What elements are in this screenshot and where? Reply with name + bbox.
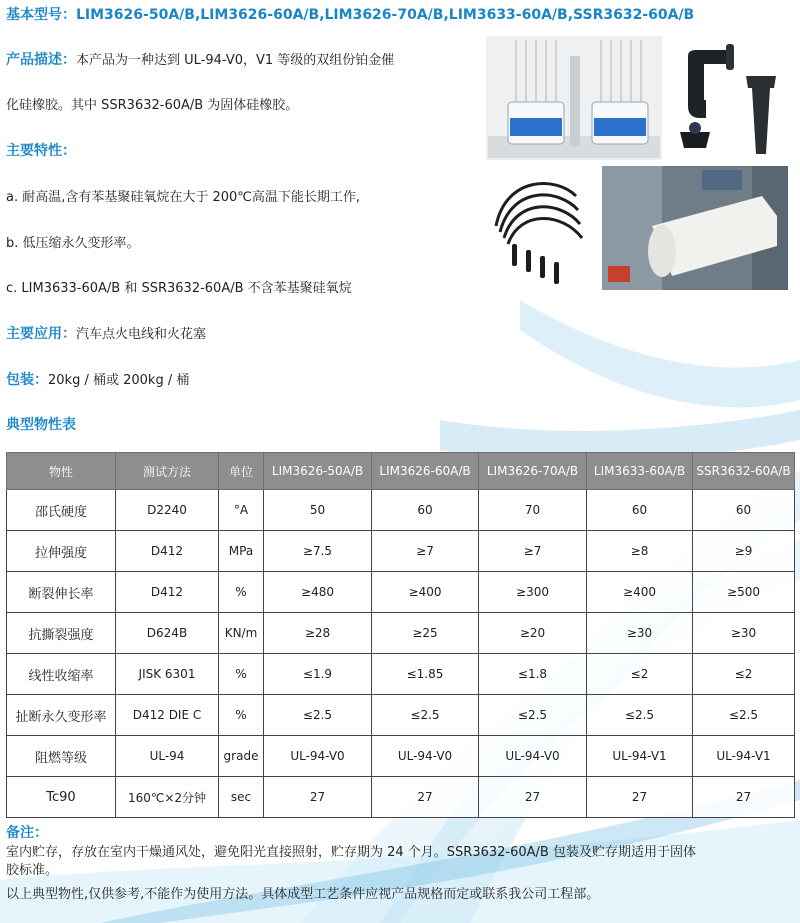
note-line: 室内贮存，存放在室内干燥通风处，避免阳光直接照射，贮存期为 24 个月。SSR3632-60A/B 包装及贮存期适用于固体 xyxy=(6,845,696,860)
description-text-1: 本产品为一种达到 UL-94-V0，V1 等级的双组份铂金催 xyxy=(76,53,395,68)
column-header: 单位 xyxy=(219,453,264,490)
table-cell: ≤2.5 xyxy=(693,695,795,736)
table-cell: 60 xyxy=(372,490,479,531)
table-cell: ≥500 xyxy=(693,572,795,613)
table-title-line xyxy=(6,416,76,435)
table-cell: ≥9 xyxy=(693,531,795,572)
table-cell: 160℃×2分钟 xyxy=(116,777,219,818)
table-cell: 50 xyxy=(264,490,372,531)
feature-item: c. LIM3633-60A/B 和 SSR3632-60A/B 不含苯基聚硅氧烷 xyxy=(6,281,352,296)
table-cell: ≥8 xyxy=(587,531,693,572)
table-cell: ≥300 xyxy=(479,572,587,613)
table-cell: D412 xyxy=(116,531,219,572)
table-row xyxy=(7,777,795,818)
column-header: 测试方法 xyxy=(116,453,219,490)
table-row xyxy=(7,490,795,531)
description-text-2: 化硅橡胶。其中 SSR3632-60A/B 为固体硅橡胶。 xyxy=(6,98,299,113)
table-cell: UL-94-V0 xyxy=(372,736,479,777)
table-cell: ≤2.5 xyxy=(479,695,587,736)
features-label: 主要特性： xyxy=(6,143,76,159)
column-header: LIM3626-70A/B xyxy=(479,453,587,490)
table-cell: grade xyxy=(219,736,264,777)
table-cell: ≥25 xyxy=(372,613,479,654)
table-row xyxy=(7,613,795,654)
feature-item: b. 低压缩永久变形率。 xyxy=(6,236,140,251)
description-line-2 xyxy=(6,97,298,115)
packaging-value: 20kg / 桶或 200kg / 桶 xyxy=(48,373,190,388)
note-line: 以上典型物性,仅供参考,不能作为使用方法。具体成型工艺条件应视产品规格而定或联系我公司工程部。 xyxy=(6,887,600,902)
property-name-cell: 拉伸强度 xyxy=(7,531,116,572)
table-cell: ≥28 xyxy=(264,613,372,654)
notes-label: 备注： xyxy=(6,825,48,841)
table-cell: 27 xyxy=(372,777,479,818)
table-cell: 60 xyxy=(693,490,795,531)
table-cell: ≤1.9 xyxy=(264,654,372,695)
property-name-cell: Tc90 xyxy=(7,777,116,818)
ignition-cables-photo xyxy=(486,166,596,290)
column-header: 物性 xyxy=(7,453,116,490)
table-cell: D412 xyxy=(116,572,219,613)
product-photos xyxy=(486,36,788,290)
table-cell: ≥7 xyxy=(372,531,479,572)
table-cell: JISK 6301 xyxy=(116,654,219,695)
packaging-label: 包装： xyxy=(6,372,48,388)
table-row xyxy=(7,695,795,736)
table-cell: D2240 xyxy=(116,490,219,531)
column-header: SSR3632-60A/B xyxy=(693,453,795,490)
description-label: 产品描述： xyxy=(6,52,76,68)
table-cell: MPa xyxy=(219,531,264,572)
table-cell: ≥400 xyxy=(587,572,693,613)
table-cell: UL-94-V0 xyxy=(264,736,372,777)
property-name-cell: 邵氏硬度 xyxy=(7,490,116,531)
table-cell: 27 xyxy=(587,777,693,818)
application-label: 主要应用： xyxy=(6,326,76,342)
table-cell: ≥20 xyxy=(479,613,587,654)
property-name-cell: 断裂伸长率 xyxy=(7,572,116,613)
table-cell: D624B xyxy=(116,613,219,654)
packaging-line xyxy=(6,371,189,390)
feature-item: a. 耐高温,含有苯基聚硅氧烷在大于 200℃高温下能长期工作, xyxy=(6,190,361,205)
table-cell: UL-94-V0 xyxy=(479,736,587,777)
table-cell: ≤2.5 xyxy=(587,695,693,736)
table-cell: KN/m xyxy=(219,613,264,654)
table-cell: ≥7 xyxy=(479,531,587,572)
property-name-cell: 扯断永久变形率 xyxy=(7,695,116,736)
column-header: LIM3633-60A/B xyxy=(587,453,693,490)
table-cell: 27 xyxy=(693,777,795,818)
table-header-row xyxy=(7,453,795,490)
description-line-1 xyxy=(6,51,394,70)
table-cell: % xyxy=(219,572,264,613)
property-name-cell: 抗撕裂强度 xyxy=(7,613,116,654)
lab-beakers-photo xyxy=(486,36,662,160)
note-line: 胶标准。 xyxy=(6,863,59,878)
table-cell: 60 xyxy=(587,490,693,531)
table-cell: UL-94 xyxy=(116,736,219,777)
table-cell: ≤2.5 xyxy=(372,695,479,736)
roller-machine-photo xyxy=(602,166,788,290)
table-row xyxy=(7,654,795,695)
table-cell: ≥7.5 xyxy=(264,531,372,572)
table-cell: D412 DIE C xyxy=(116,695,219,736)
table-body xyxy=(7,490,795,818)
table-cell: °A xyxy=(219,490,264,531)
model-label: 基本型号： xyxy=(6,7,76,23)
application-value: 汽车点火电线和火花塞 xyxy=(76,327,207,342)
table-cell: UL-94-V1 xyxy=(587,736,693,777)
table-cell: UL-94-V1 xyxy=(693,736,795,777)
table-cell: ≥480 xyxy=(264,572,372,613)
table-title: 典型物性表 xyxy=(6,417,76,433)
table-cell: 27 xyxy=(264,777,372,818)
features-heading xyxy=(6,142,76,161)
table-cell: ≤1.8 xyxy=(479,654,587,695)
table-cell: ≥30 xyxy=(693,613,795,654)
column-header: LIM3626-60A/B xyxy=(372,453,479,490)
table-cell: 70 xyxy=(479,490,587,531)
model-line xyxy=(6,6,694,25)
table-row xyxy=(7,736,795,777)
table-row xyxy=(7,531,795,572)
application-line xyxy=(6,325,206,344)
property-name-cell: 阻燃等级 xyxy=(7,736,116,777)
table-cell: ≥30 xyxy=(587,613,693,654)
table-row xyxy=(7,572,795,613)
table-cell: ≤2 xyxy=(587,654,693,695)
rubber-parts-photo xyxy=(670,36,788,160)
property-table xyxy=(6,452,795,818)
column-header: LIM3626-50A/B xyxy=(264,453,372,490)
table-cell: ≤2.5 xyxy=(264,695,372,736)
model-value: LIM3626-50A/B,LIM3626-60A/B,LIM3626-70A/B,LIM3633-60A/B,SSR3632-60A/B xyxy=(76,7,695,23)
table-cell: ≤2 xyxy=(693,654,795,695)
property-name-cell: 线性收缩率 xyxy=(7,654,116,695)
table-cell: ≤1.85 xyxy=(372,654,479,695)
table-cell: sec xyxy=(219,777,264,818)
table-cell: ≥400 xyxy=(372,572,479,613)
table-cell: 27 xyxy=(479,777,587,818)
table-cell: % xyxy=(219,695,264,736)
table-cell: % xyxy=(219,654,264,695)
